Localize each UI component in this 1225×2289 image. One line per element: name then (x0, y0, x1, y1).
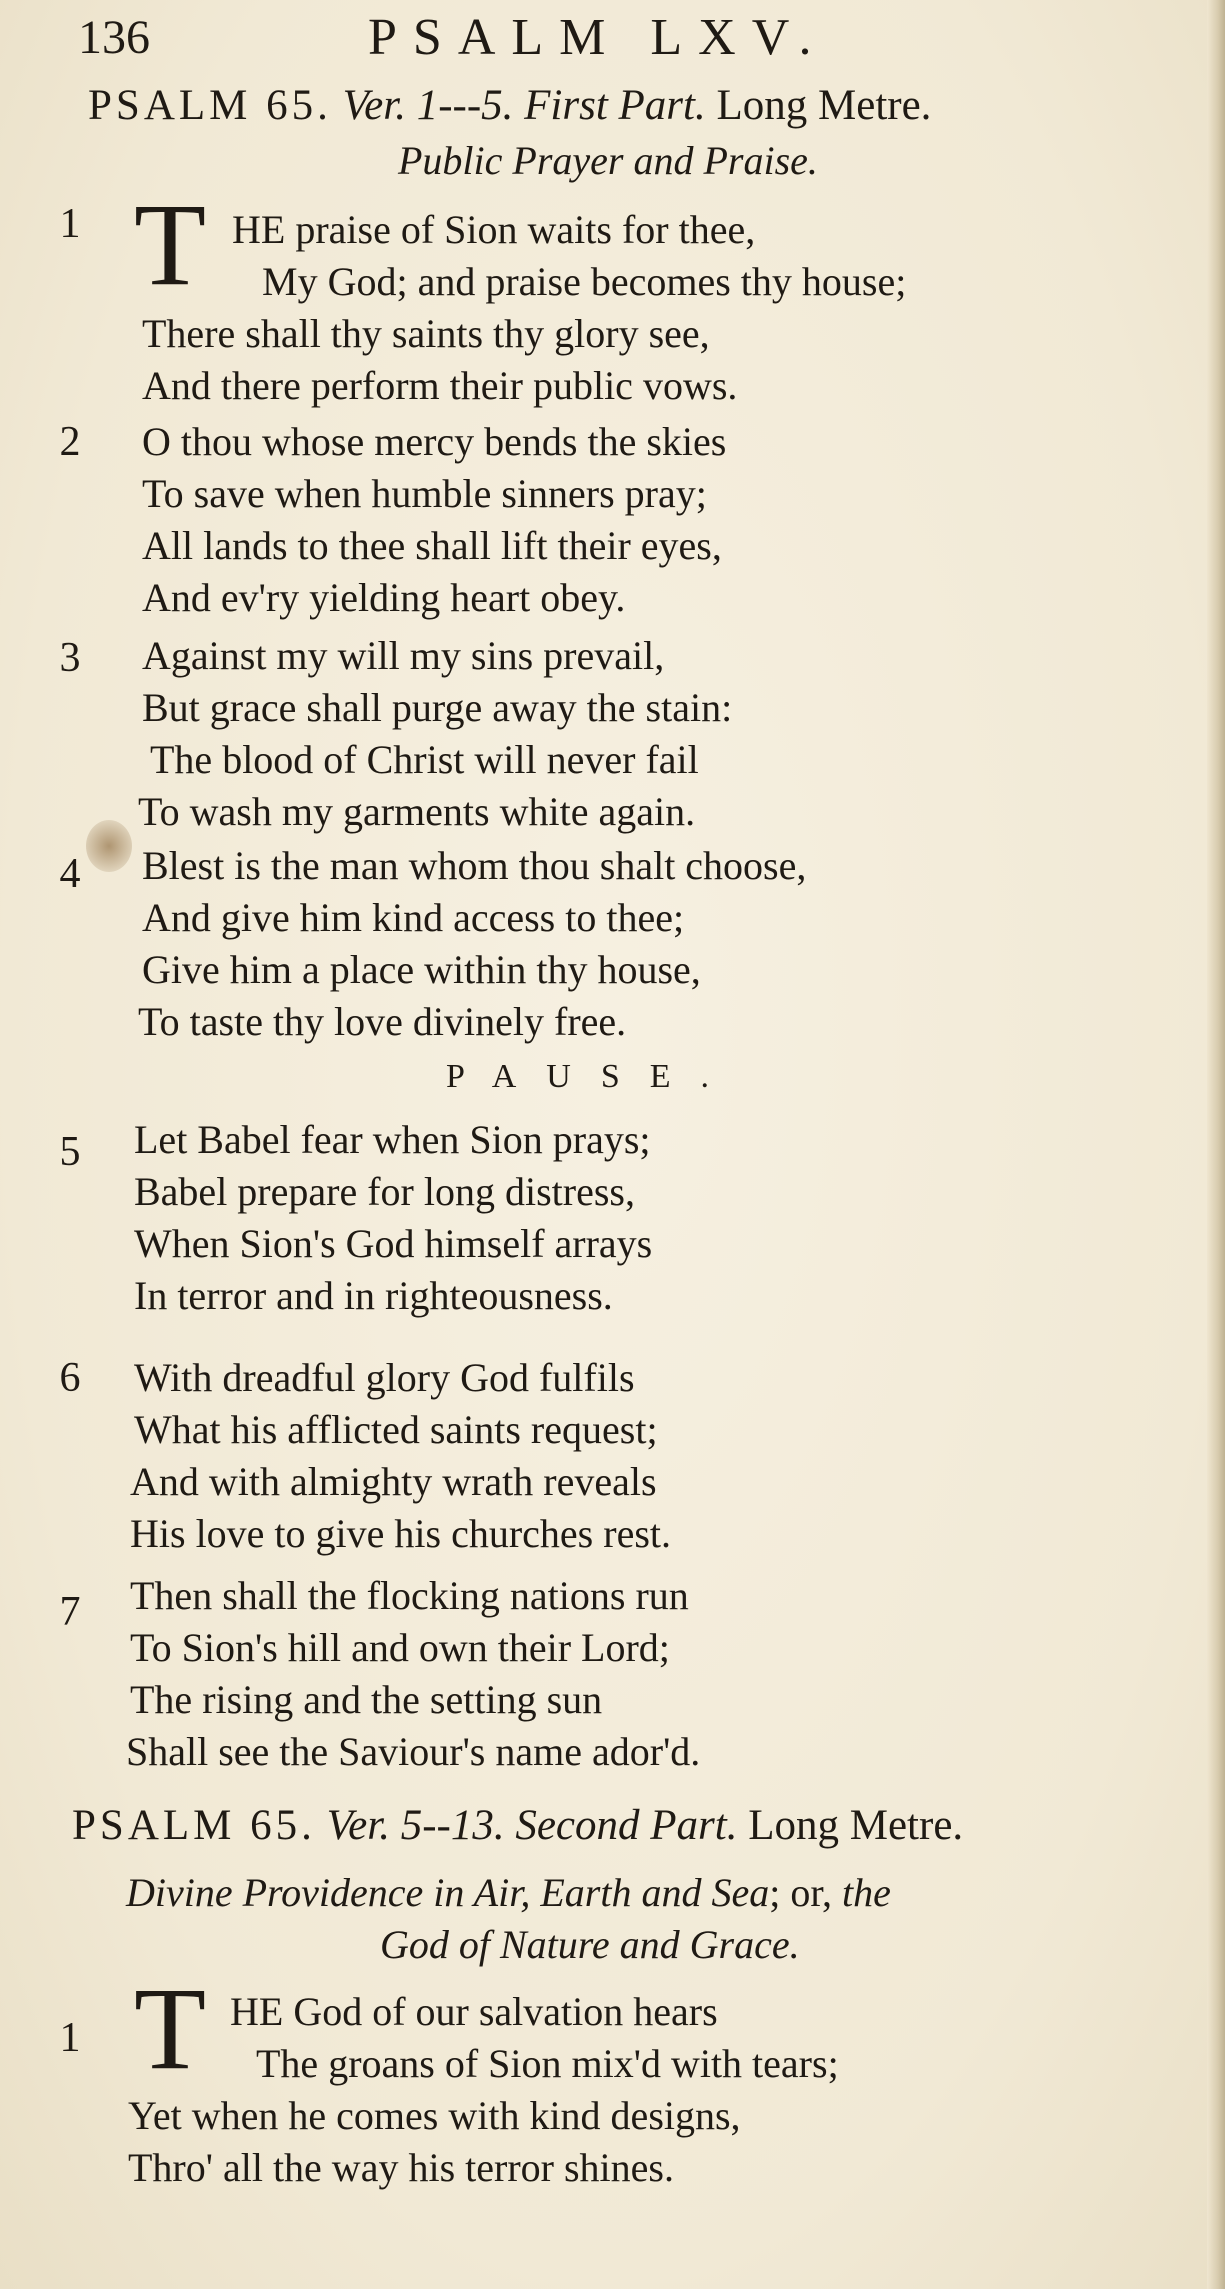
verse-line: When Sion's God himself arrays (134, 1221, 653, 1266)
verse-line: Thro' all the way his terror shines. (128, 2145, 674, 2190)
part1-subtitle: Public Prayer and Praise. (398, 138, 818, 183)
verse-line: And there perform their public vows. (142, 363, 738, 408)
part1-heading (88, 80, 1208, 132)
verse-line: There shall thy saints thy glory see, (142, 311, 710, 356)
verse-line: Against my will my sins prevail, (142, 633, 665, 678)
running-head (78, 8, 1138, 68)
part2-subtitle-b: ; or, (769, 1870, 833, 1915)
stanza-number: 5 (59, 1129, 81, 1175)
verse-line: Blest is the man whom thou shalt choose, (142, 843, 807, 888)
verse-line: But grace shall purge away the stain: (142, 685, 733, 730)
stanza-number: 7 (59, 1589, 81, 1635)
verse-line: With dreadful glory God fulfils (134, 1355, 635, 1400)
part2-part: Second Part. (515, 1802, 738, 1849)
drop-cap: T (134, 1963, 207, 2094)
drop-cap: T (134, 179, 207, 310)
verse-line: All lands to thee shall lift their eyes, (142, 523, 722, 568)
page-edge (1207, 0, 1225, 2289)
part1-metre: Long Metre. (716, 82, 932, 129)
part2-psalm: PSALM 65. (72, 1802, 316, 1849)
verse-line: His love to give his churches rest. (130, 1511, 671, 1556)
verse-line: And give him kind access to thee; (142, 895, 685, 940)
stanza-number: 1 (59, 2015, 81, 2061)
part2-metre: Long Metre. (748, 1802, 964, 1849)
stanza-number: 6 (59, 1355, 81, 1401)
part2-heading (72, 1800, 1192, 1852)
verse-line: Let Babel fear when Sion prays; (134, 1117, 651, 1162)
verse-line: What his afflicted saints request; (134, 1407, 658, 1452)
stanza-number: 4 (59, 851, 81, 897)
verse-line: To Sion's hill and own their Lord; (130, 1625, 670, 1670)
ink-stain (86, 820, 132, 872)
stanza-number: 3 (59, 635, 81, 681)
part2-verse: Ver. 5--13. (326, 1802, 505, 1849)
verse-line: Shall see the Saviour's name ador'd. (126, 1729, 701, 1774)
verse-line: The blood of Christ will never fail (150, 737, 699, 782)
part1-verse: Ver. 1---5. (342, 82, 514, 129)
verse-line: The rising and the setting sun (130, 1677, 603, 1722)
stanza-number: 1 (59, 201, 81, 247)
verse-line: To wash my garments white again. (138, 789, 696, 834)
pause-marker: PAUSE. (445, 1058, 740, 1095)
verse-line: To taste thy love divinely free. (138, 999, 627, 1044)
part2-subtitle-a: Divine Providence in Air, Earth and Sea (126, 1870, 770, 1915)
part1-psalm: PSALM 65. (88, 82, 332, 129)
stanza-number: 2 (59, 419, 81, 465)
running-head-title: PSALM LXV. (368, 9, 828, 66)
verse-line: In terror and in righteousness. (134, 1273, 613, 1318)
page-number: 136 (78, 11, 150, 64)
verse-line: And ev'ry yielding heart obey. (142, 575, 626, 620)
verse-line: Yet when he comes with kind designs, (128, 2093, 741, 2138)
verse-line: Babel prepare for long distress, (134, 1169, 635, 1214)
part2-subtitle-line1 (126, 1868, 891, 1918)
part2-subtitle-c: the (842, 1870, 891, 1915)
verse-line: Then shall the flocking nations run (130, 1573, 689, 1618)
verse-line: O thou whose mercy bends the skies (142, 419, 727, 464)
verse-line: HE praise of Sion waits for thee, (232, 207, 756, 252)
verse-line: Give him a place within thy house, (142, 947, 701, 992)
part1-part: First Part. (524, 82, 706, 129)
verse-line: HE God of our salvation hears (230, 1989, 718, 2034)
verse-line: The groans of Sion mix'd with tears; (256, 2041, 839, 2086)
verse-line: And with almighty wrath reveals (130, 1459, 657, 1504)
part2-subtitle-line2: God of Nature and Grace. (380, 1922, 800, 1967)
verse-line: My God; and praise becomes thy house; (262, 259, 907, 304)
verse-line: To save when humble sinners pray; (142, 471, 707, 516)
